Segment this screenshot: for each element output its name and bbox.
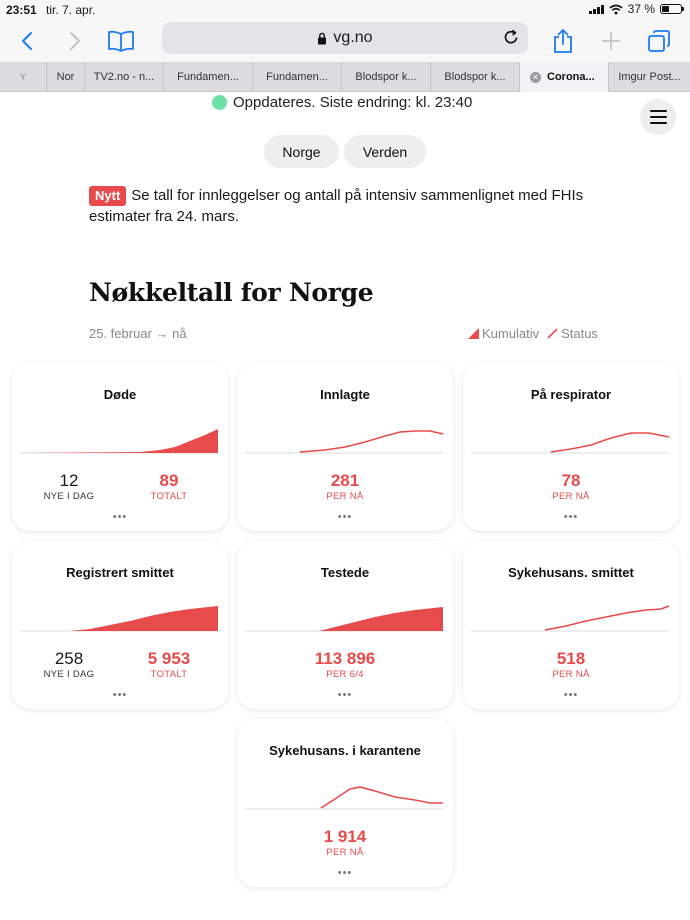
more-dots-icon[interactable]: ••• (563, 511, 579, 523)
stat-value: 281 (330, 471, 360, 490)
stat-current (295, 649, 395, 681)
browser-tab[interactable]: Blodspor k... (430, 62, 519, 92)
card-title: Registrert smittet (66, 565, 174, 580)
stat-card-registrert-smittet[interactable] (12, 541, 228, 709)
card-title: Døde (103, 387, 137, 402)
sparkline-area (20, 601, 218, 635)
chart-legend (468, 326, 598, 341)
card-title: Sykehusans. i karantene (269, 743, 421, 758)
browser-tab[interactable]: TV2.no - n... (84, 62, 163, 92)
stat-label: NYE I DAG (43, 491, 95, 502)
browser-tab-active[interactable] (519, 62, 608, 92)
status-date: tir. 7. apr. (46, 3, 96, 17)
cellular-signal-icon (589, 4, 604, 14)
sparkline-line (245, 779, 443, 813)
stat-card-innlagte[interactable] (237, 363, 453, 531)
card-title: Innlagte (320, 387, 370, 402)
stat-value: 258 (54, 649, 84, 668)
address-bar[interactable] (162, 22, 528, 54)
stat-card-testede[interactable] (237, 541, 453, 709)
new-tab-button[interactable] (596, 26, 626, 56)
stat-total (138, 649, 200, 681)
legend-cumulative (468, 326, 539, 341)
update-text: Oppdateres. Siste endring: kl. 23:40 (233, 93, 473, 111)
line-slash-icon (547, 328, 558, 339)
browser-tab[interactable]: Blodspor k... (341, 62, 430, 92)
card-title: På respirator (530, 387, 612, 402)
period-label: 25. februar → nå (89, 326, 187, 341)
region-button-norge[interactable]: Norge (264, 135, 339, 168)
stat-value: 12 (59, 471, 79, 490)
forward-button[interactable] (60, 26, 90, 56)
status-bar (0, 0, 690, 20)
stat-label: PER NÅ (552, 491, 590, 502)
legend-cumulative-label: Kumulativ (482, 326, 540, 341)
stat-label: PER NÅ (552, 669, 590, 680)
stat-current (535, 471, 607, 503)
browser-toolbar (0, 20, 690, 62)
stat-card-dode[interactable] (12, 363, 228, 531)
browser-tab[interactable]: Imgur Post... (608, 62, 690, 92)
stat-current (535, 649, 607, 681)
more-dots-icon[interactable]: ••• (563, 689, 579, 701)
stat-total (138, 471, 200, 503)
tab-bar (0, 62, 690, 92)
back-icon (20, 31, 34, 51)
stat-new-today (38, 649, 100, 681)
reload-icon[interactable] (502, 28, 520, 46)
share-icon (552, 28, 574, 54)
tabs-icon (647, 29, 671, 53)
active-tab-label: Corona... (547, 71, 595, 83)
browser-tab[interactable]: Y (19, 72, 26, 82)
stat-card-sykehusans-smittet[interactable] (463, 541, 679, 709)
news-notice[interactable] (89, 185, 609, 227)
sparkline-line (245, 423, 443, 457)
notice-text: Se tall for innleggelser og antall på intensiv sammenlignet med FHIs estimater fra 24. mars. (89, 187, 584, 225)
live-indicator-icon (212, 95, 227, 110)
browser-tab[interactable]: Fundamen... (163, 62, 252, 92)
stat-card-sykehusans-karantene[interactable] (237, 719, 453, 887)
stat-current (309, 827, 381, 859)
bookmarks-button[interactable] (106, 26, 136, 56)
stat-label: PER NÅ (326, 491, 364, 502)
region-button-verden[interactable]: Verden (344, 135, 426, 168)
url-text: vg.no (333, 29, 373, 46)
hamburger-icon (650, 110, 667, 124)
stat-label: NYE I DAG (43, 669, 95, 680)
update-status (212, 93, 472, 111)
card-title: Testede (320, 565, 370, 580)
stat-value: 113 896 (314, 649, 376, 668)
stat-label: PER 6/4 (326, 669, 364, 680)
status-time: 23:51 (6, 3, 37, 17)
close-tab-icon[interactable]: ✕ (530, 72, 541, 83)
sparkline-area (20, 423, 218, 457)
stat-value: 1 914 (323, 827, 367, 846)
stat-new-today (38, 471, 100, 503)
more-dots-icon[interactable]: ••• (112, 689, 128, 701)
sparkline-line (471, 601, 669, 635)
sparkline-area (245, 601, 443, 635)
share-button[interactable] (548, 26, 578, 56)
stat-value: 89 (159, 471, 179, 490)
browser-tab[interactable]: Fundamen... (252, 62, 341, 92)
tabs-overview-button[interactable] (644, 26, 674, 56)
battery-percent: 37 % (627, 2, 655, 16)
wifi-icon (609, 4, 623, 15)
browser-tab[interactable]: Nor (46, 62, 84, 92)
area-triangle-icon (468, 328, 479, 339)
stat-label: TOTALT (150, 491, 188, 502)
more-dots-icon[interactable]: ••• (112, 511, 128, 523)
menu-button[interactable] (640, 99, 676, 135)
more-dots-icon[interactable]: ••• (337, 689, 353, 701)
legend-status-label: Status (561, 326, 598, 341)
more-dots-icon[interactable]: ••• (337, 511, 353, 523)
stat-label: TOTALT (150, 669, 188, 680)
stat-card-respirator[interactable] (463, 363, 679, 531)
stat-value: 5 953 (147, 649, 191, 668)
stat-value: 518 (556, 649, 586, 668)
stat-current (309, 471, 381, 503)
sparkline-line (471, 423, 669, 457)
more-dots-icon[interactable]: ••• (337, 867, 353, 879)
card-title: Sykehusans. smittet (508, 565, 634, 580)
back-button[interactable] (12, 26, 42, 56)
stat-label: PER NÅ (326, 847, 364, 858)
forward-icon (68, 31, 82, 51)
new-badge: Nytt (89, 186, 126, 206)
lock-icon (317, 32, 327, 45)
status-indicators (589, 2, 682, 16)
new-tab-icon (600, 30, 622, 52)
bookmarks-icon (107, 30, 135, 52)
page-title: Nøkkeltall for Norge (89, 278, 374, 307)
battery-icon (660, 4, 682, 14)
stat-value: 78 (561, 471, 581, 490)
legend-status (547, 326, 598, 341)
